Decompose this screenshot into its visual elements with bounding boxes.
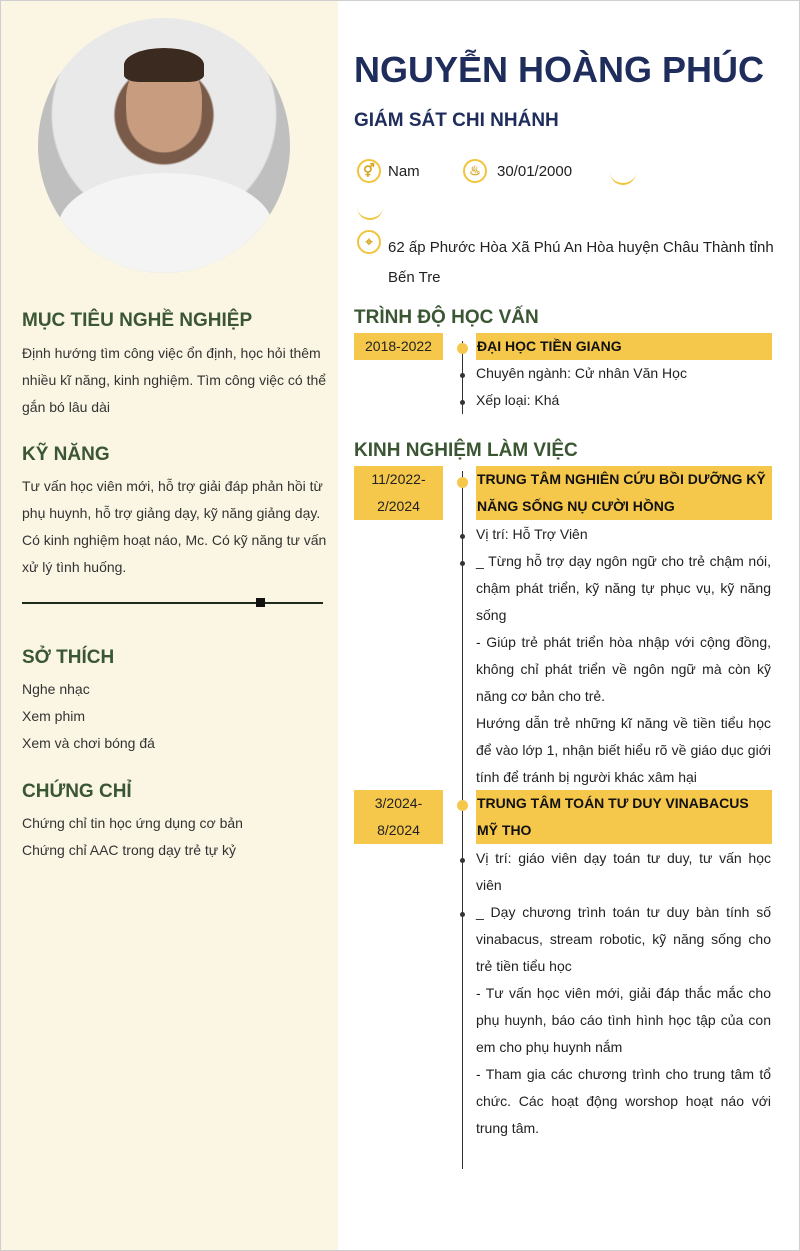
education-grade: Xếp loại: Khá <box>476 392 560 408</box>
sidebar-divider <box>22 602 323 604</box>
gender-value: Nam <box>388 163 420 180</box>
objective-text: Định hướng tìm công việc ổn định, học hỏi thêm nhiều kĩ năng, kinh nghiệm. Tìm công việc có thể gắn bó lâu dài <box>22 345 327 415</box>
skills-text: Tư vấn học viên mới, hỗ trợ giải đáp phản hồi từ phụ huynh, hỗ trợ giảng dạy, kỹ năng giảng dạy. Có kinh nghiệm hoạt náo, Mc. Có kỹ năng tư vấn xử lý tình huống. <box>22 478 327 575</box>
job-role: Vị trí: giáo viên dạy toán tư duy, tư vấn học viên <box>476 850 771 893</box>
hobby-item: Nghe nhạc <box>22 681 90 697</box>
address <box>388 233 774 293</box>
profile-photo <box>38 18 290 273</box>
address-line2: Bến Tre <box>388 269 441 286</box>
job-date <box>354 466 443 520</box>
candidate-name: NGUYỄN HOÀNG PHÚC <box>354 49 765 90</box>
location-icon: ⌖ <box>357 230 381 254</box>
certificate-item: Chứng chỉ tin học ứng dụng cơ bản <box>22 815 243 831</box>
experience-heading: KINH NGHIỆM LÀM VIỆC <box>354 440 578 461</box>
job-date-end: 8/2024 <box>377 822 420 838</box>
job-role: Vị trí: Hỗ Trợ Viên <box>476 526 588 542</box>
timeline-bullet <box>460 534 465 539</box>
gender-icon: ⚥ <box>357 159 381 183</box>
job-company: TRUNG TÂM NGHIÊN CỨU BỒI DƯỠNG KỸ NĂNG SỐNG NỤ CƯỜI HỒNG <box>476 466 772 520</box>
hobby-item: Xem phim <box>22 708 86 724</box>
job-date-end: 2/2024 <box>377 498 420 514</box>
education-school: ĐẠI HỌC TIỀN GIANG <box>476 333 772 360</box>
certificates-list <box>22 810 332 864</box>
job-company: TRUNG TÂM TOÁN TƯ DUY VINABACUS MỸ THO <box>476 790 772 844</box>
objective-heading: MỤC TIÊU NGHỀ NGHIỆP <box>22 310 253 331</box>
timeline-bullet <box>460 561 465 566</box>
job-duty: _ Dạy chương trình toán tư duy bàn tính số vinabacus, stream robotic, kỹ năng sống cho trẻ tiền tiểu học <box>476 904 771 974</box>
job-date-start: 3/2024- <box>374 795 423 811</box>
education-date: 2018-2022 <box>354 333 443 360</box>
sidebar <box>1 1 338 1250</box>
certificates-heading: CHỨNG CHỈ <box>22 781 132 802</box>
hobbies-list <box>22 676 332 757</box>
photo-hair <box>124 48 204 82</box>
photo-shirt <box>58 173 273 273</box>
job-duty: Hướng dẫn trẻ những kĩ năng về tiền tiểu học để vào lớp 1, nhận biết hiểu rõ về giáo dục giới tính để tránh bị người khác xâm hại <box>476 715 771 785</box>
candidate-position: GIÁM SÁT CHI NHÁNH <box>354 110 559 131</box>
divider-marker <box>256 598 265 607</box>
job-date <box>354 790 443 844</box>
timeline-bullet <box>460 400 465 405</box>
education-heading: TRÌNH ĐỘ HỌC VẤN <box>354 307 539 328</box>
dob-value: 30/01/2000 <box>497 163 573 180</box>
timeline-dot <box>457 800 468 811</box>
hobby-item: Xem và chơi bóng đá <box>22 735 155 751</box>
phone-icon <box>610 159 636 185</box>
address-line1: 62 ấp Phước Hòa Xã Phú An Hòa huyện Châu Thành tỉnh <box>388 239 774 256</box>
birthday-cake-icon: ♨ <box>463 159 487 183</box>
timeline-bullet <box>460 373 465 378</box>
job-date-start: 11/2022- <box>371 471 426 487</box>
education-major: Chuyên ngành: Cử nhân Văn Học <box>476 365 687 381</box>
timeline-dot <box>457 343 468 354</box>
skills-heading: KỸ NĂNG <box>22 444 110 465</box>
email-icon <box>357 194 383 220</box>
job-duty: - Tham gia các chương trình cho trung tâm tổ chức. Các hoạt động worshop hoạt náo với trung tâm. <box>476 1066 771 1136</box>
job-duty: - Giúp trẻ phát triển hòa nhập với cộng đồng, không chỉ phát triển về ngôn ngữ mà còn kỹ năng cơ bản cho trẻ. <box>476 634 771 704</box>
job-duty: _ Từng hỗ trợ dạy ngôn ngữ cho trẻ chậm nói, chậm phát triển, kỹ năng tự phục vụ, kỹ năng sống <box>476 553 771 623</box>
experience-timeline <box>462 471 463 1169</box>
timeline-bullet <box>460 858 465 863</box>
timeline-bullet <box>460 912 465 917</box>
job-duty: - Tư vấn học viên mới, giải đáp thắc mắc cho phụ huynh, báo cáo tình hình học tập của con em cho phụ huynh nắm <box>476 985 771 1055</box>
hobbies-heading: SỞ THÍCH <box>22 647 115 668</box>
timeline-dot <box>457 477 468 488</box>
certificate-item: Chứng chỉ AAC trong dạy trẻ tự kỷ <box>22 842 237 858</box>
